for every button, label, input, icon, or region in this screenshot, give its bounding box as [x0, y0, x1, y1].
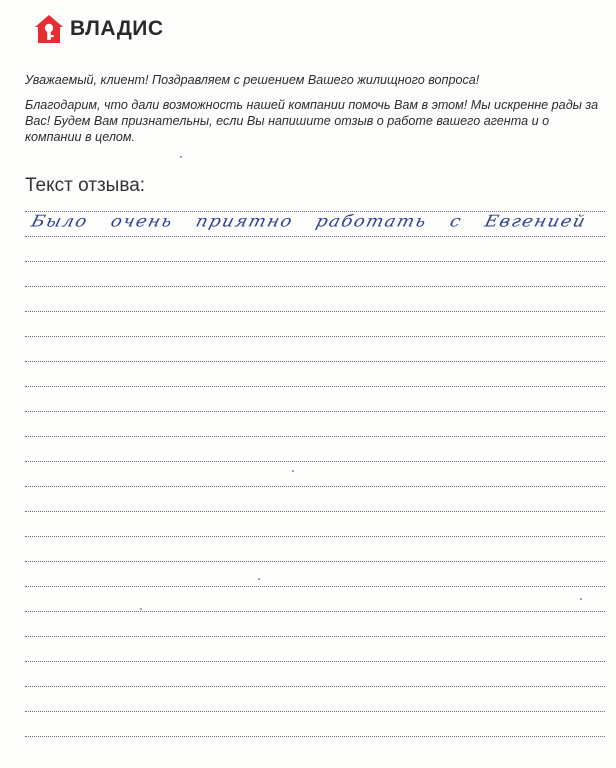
review-line: [25, 686, 605, 687]
review-line: [25, 511, 605, 512]
review-line: [25, 736, 605, 737]
review-line: [25, 261, 605, 262]
review-line: [25, 711, 605, 712]
handwritten-review: Было очень приятно работать с Евгенией: [29, 212, 589, 231]
review-line: [25, 286, 605, 287]
scan-speck: [258, 578, 260, 580]
review-line: [25, 236, 605, 237]
brand-name: ВЛАДИС: [70, 17, 164, 40]
review-line: [25, 436, 605, 437]
review-line: [25, 611, 605, 612]
review-line: [25, 586, 605, 587]
review-line: [25, 311, 605, 312]
thanks-paragraph: Благодарим, что дали возможность нашей компании помочь Вам в этом! Мы искренне рады за Вас! Будем Вам признательны, если Вы напишите отзыв о работе вашего агента и о компании в целом.: [25, 98, 599, 144]
scan-speck: [140, 608, 142, 610]
review-lines: [25, 211, 605, 751]
review-line: [25, 336, 605, 337]
review-line: [25, 461, 605, 462]
scan-speck: [580, 598, 582, 600]
review-line: [25, 486, 605, 487]
house-key-icon: [34, 14, 64, 44]
review-line: [25, 661, 605, 662]
review-line: [25, 636, 605, 637]
review-line: [25, 361, 605, 362]
greeting-text: Уважаемый, клиент! Поздравляем с решением Вашего жилищного вопроса!: [25, 73, 480, 87]
scan-speck: [180, 156, 182, 158]
brand-logo: [34, 14, 164, 44]
review-line: [25, 411, 605, 412]
review-line: [25, 536, 605, 537]
intro-text: [25, 72, 600, 145]
scan-speck: [292, 470, 294, 472]
review-line: [25, 561, 605, 562]
review-line: [25, 386, 605, 387]
review-heading: Текст отзыва:: [25, 175, 146, 196]
